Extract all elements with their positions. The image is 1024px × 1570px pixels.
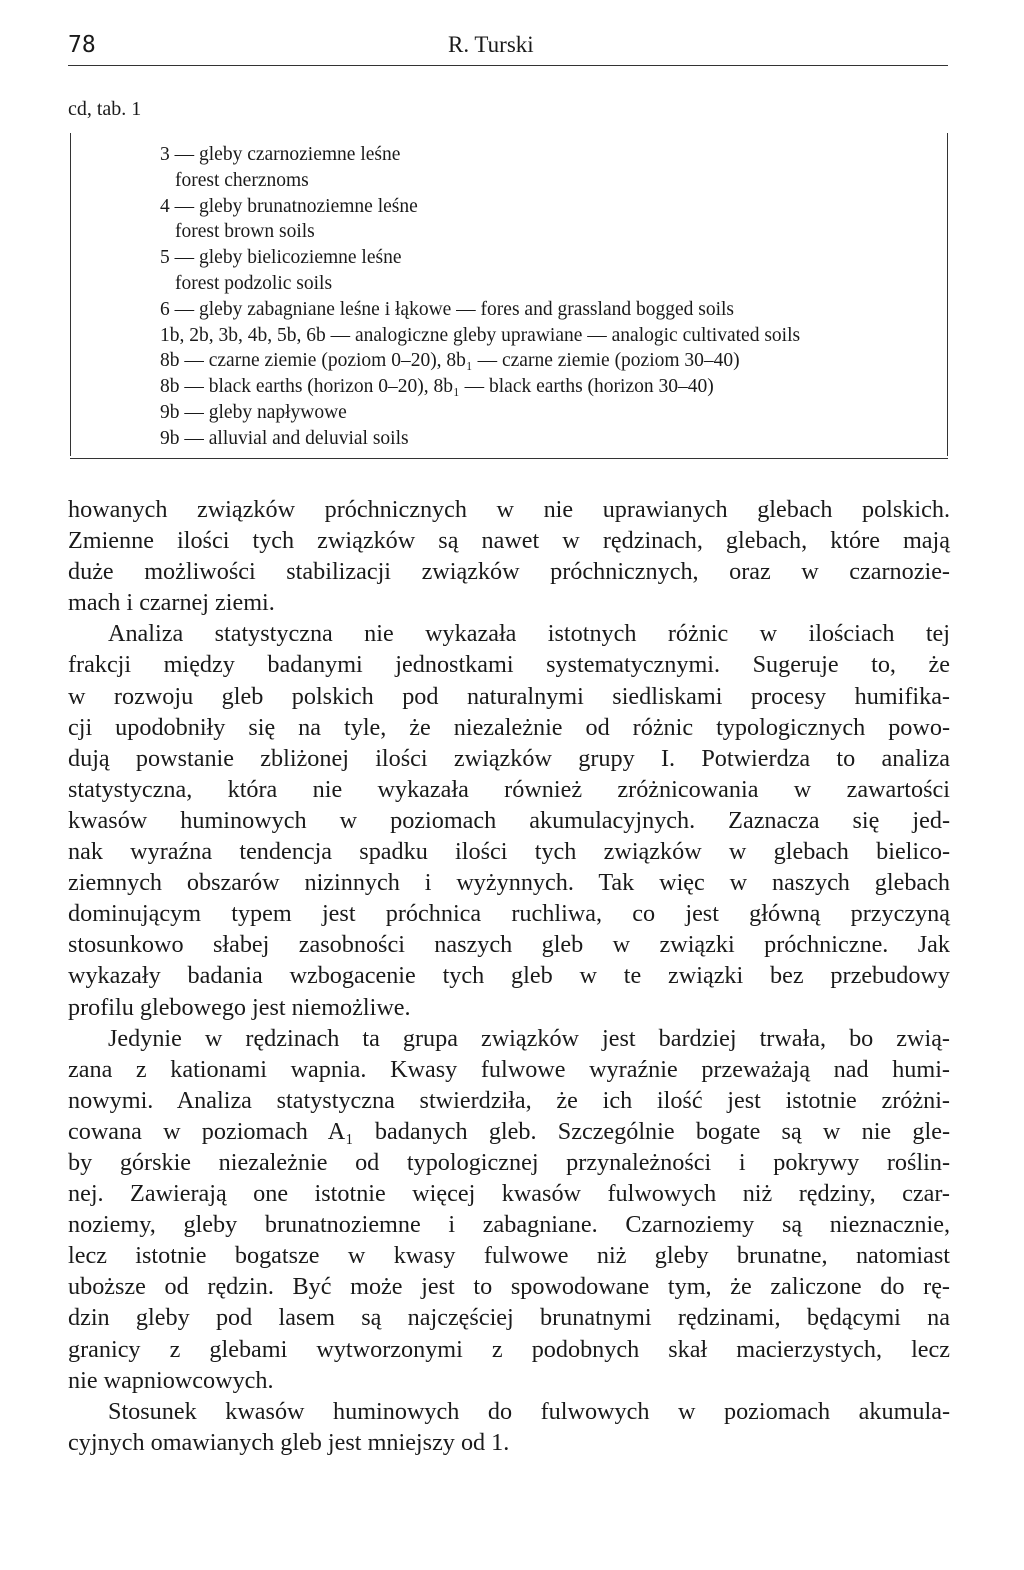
text-line: Jedynie w rędzinach ta grupa związków jest bardziej trwała, bo zwią- bbox=[108, 1024, 950, 1052]
text-line: dują powstanie zbliżonej ilości związków grupy I. Potwierdza to analiza bbox=[68, 744, 950, 772]
text-line: lecz istotnie bogatsze w kwasy fulwowe niż gleby brunatne, natomiast bbox=[68, 1242, 950, 1270]
text-line: cji upodobniły się na tyle, że niezależnie od różnic typologicznych powo- bbox=[68, 713, 950, 741]
legend-item: 8b — black earths (horizon 0–20), 8b₁ — black earths (horizon 30–40) bbox=[160, 376, 714, 398]
text-line: by górskie niezależnie od typologicznej przynależności i pokrywy roślin- bbox=[68, 1148, 950, 1176]
text-line: dzin gleby pod lasem są najczęściej brunatnymi rędzinami, będącymi na bbox=[68, 1304, 950, 1332]
text-line: howanych związków próchnicznych w nie uprawianych glebach polskich. bbox=[68, 496, 950, 523]
text-line: cowana w poziomach A₁ badanych gleb. Szczególnie bogate są w nie gle- bbox=[68, 1117, 950, 1145]
text-line: cyjnych omawianych gleb jest mniejszy od 1. bbox=[68, 1428, 510, 1456]
body-paragraph bbox=[68, 494, 950, 618]
body-paragraph bbox=[68, 1396, 950, 1458]
text-line: profilu glebowego jest niemożliwe. bbox=[68, 993, 411, 1021]
legend-item: 5 — gleby bielicoziemne leśne bbox=[160, 247, 402, 269]
text-line: nej. Zawierają one istotnie więcej kwasów fulwowych niż rędziny, czar- bbox=[68, 1180, 950, 1208]
legend-item: 1b, 2b, 3b, 4b, 5b, 6b — analogiczne gleby uprawiane — analogic cultivated soils bbox=[160, 324, 801, 346]
body-paragraph bbox=[68, 618, 950, 1022]
text-line: granicy z glebami wytworzonymi z podobnych skał macierzystych, lecz bbox=[68, 1335, 950, 1363]
text-line: uboższe od rędzin. Być może jest to spowodowane tym, że zaliczone do rę- bbox=[68, 1273, 950, 1301]
legend-item: 3 — gleby czarnoziemne leśne bbox=[160, 144, 401, 165]
legend-item: forest podzolic soils bbox=[175, 272, 333, 294]
text-line: nowymi. Analiza statystyczna stwierdziła, że ich ilość jest istotnie zróżni- bbox=[68, 1086, 950, 1114]
table-continuation-label: cd, tab. 1 bbox=[68, 98, 142, 120]
text-line: statystyczna, która nie wykazała również zróżnicowania w zawartości bbox=[68, 775, 950, 803]
table-legend bbox=[160, 142, 800, 452]
legend-item: 9b — alluvial and deluvial soils bbox=[160, 427, 409, 449]
text-line: noziemy, gleby brunatnoziemne i zabagniane. Czarnoziemy są nieznacznie, bbox=[68, 1211, 950, 1239]
legend-item: forest cherznoms bbox=[175, 169, 309, 191]
header-divider bbox=[68, 65, 948, 66]
legend-item: 4 — gleby brunatnoziemne leśne bbox=[160, 195, 418, 217]
text-line: frakcji między badanymi jednostkami systematycznymi. Sugeruje to, że bbox=[68, 651, 950, 679]
body-text bbox=[68, 494, 950, 1458]
legend-item: 9b — gleby napływowe bbox=[160, 401, 347, 423]
page-number: 78 bbox=[68, 32, 96, 58]
text-line: w rozwoju gleb polskich pod naturalnymi siedliskami procesy humifika- bbox=[68, 682, 950, 710]
text-line: Stosunek kwasów huminowych do fulwowych w poziomach akumula- bbox=[108, 1397, 950, 1425]
text-line: dominującym typem jest próchnica ruchliwa, co jest główną przyczyną bbox=[68, 900, 950, 928]
legend-item: 6 — gleby zabagniane leśne i łąkowe — fores and grassland bogged soils bbox=[160, 298, 735, 320]
legend-item: forest brown soils bbox=[175, 221, 315, 243]
text-line: stosunkowo słabej zasobności naszych gleb w związki próchniczne. Jak bbox=[68, 931, 950, 959]
running-header-author: R. Turski bbox=[448, 32, 534, 57]
body-paragraph bbox=[68, 1023, 950, 1396]
text-line: nie wapniowcowych. bbox=[68, 1366, 274, 1394]
text-line: kwasów huminowych w poziomach akumulacyjnych. Zaznacza się jed- bbox=[68, 806, 950, 834]
text-line: zana z kationami wapnia. Kwasy fulwowe wyraźnie przeważają nad humi- bbox=[68, 1055, 950, 1083]
text-line: Analiza statystyczna nie wykazała istotnych różnic w ilościach tej bbox=[108, 620, 950, 648]
text-line: Zmienne ilości tych związków są nawet w rędzinach, glebach, które mają bbox=[68, 527, 950, 555]
text-line: ziemnych obszarów nizinnych i wyżynnych. Tak więc w naszych glebach bbox=[68, 869, 950, 897]
text-line: duże możliwości stabilizacji związków próchnicznych, oraz w czarnozie- bbox=[68, 558, 950, 586]
text-line: wykazały badania wzbogacenie tych gleb w te związki bez przebudowy bbox=[68, 962, 950, 990]
text-line: mach i czarnej ziemi. bbox=[68, 589, 275, 617]
legend-item: 8b — czarne ziemie (poziom 0–20), 8b₁ — czarne ziemie (poziom 30–40) bbox=[160, 350, 740, 372]
text-line: nak wyraźna tendencja spadku ilości tych związków w glebach bielico- bbox=[68, 838, 950, 866]
table-bottom-rule bbox=[70, 458, 948, 459]
